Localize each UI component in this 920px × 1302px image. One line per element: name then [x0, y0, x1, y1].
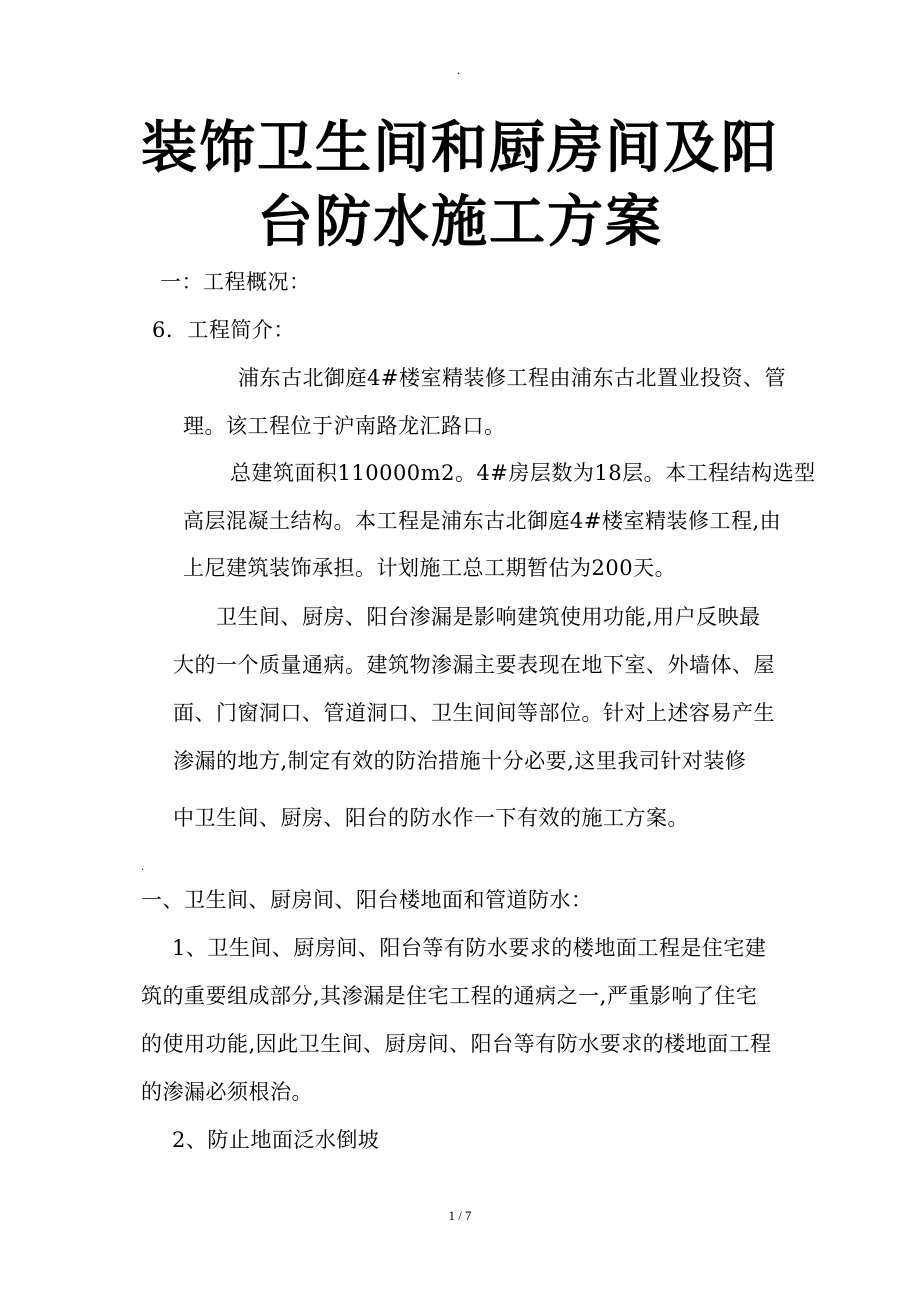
- section-heading-one: 一、卫生间、厨房间、阳台楼地面和管道防水：: [141, 888, 593, 912]
- paragraph-1-line-1: 浦东古北御庭4#楼室精装修工程由浦东古北置业投资、管: [238, 366, 786, 390]
- document-title-line-2: 台防水施工方案: [257, 189, 663, 255]
- paragraph-2-line-2: 高层混凝土结构。本工程是浦东古北御庭4#楼室精装修工程,由: [183, 509, 782, 533]
- item-1-line-3: 的使用功能,因此卫生间、厨房间、阳台等有防水要求的楼地面工程: [141, 1032, 772, 1056]
- item-1-line-1: 1、卫生间、厨房间、阳台等有防水要求的楼地面工程是住宅建: [172, 936, 767, 960]
- paragraph-2-line-1: 总建筑面积110000m2。4#房层数为18层。本工程结构选型: [230, 461, 816, 485]
- section-heading-overview: 一：工程概况：: [160, 270, 311, 294]
- top-dot: .: [457, 66, 461, 77]
- paragraph-3-line-3: 面、门窗洞口、管道洞口、卫生间间等部位。针对上述容易产生: [173, 701, 775, 725]
- paragraph-3-line-4: 渗漏的地方,制定有效的防治措施十分必要,这里我司针对装修: [173, 749, 747, 773]
- page-number: 1 / 7: [448, 1208, 472, 1223]
- paragraph-2-line-3: 上尼建筑装饰承担。计划施工总工期暂估为200天。: [183, 556, 677, 580]
- mid-dot: .: [141, 862, 145, 873]
- document-title-line-1: 装饰卫生间和厨房间及阳: [141, 115, 779, 181]
- paragraph-3-line-1: 卫生间、厨房、阳台渗漏是影响建筑使用功能,用户反映最: [216, 605, 761, 629]
- paragraph-3-line-2: 大的一个质量通病。建筑物渗漏主要表现在地下室、外墙体、屋: [173, 653, 775, 677]
- item-1-line-2: 筑的重要组成部分,其渗漏是住宅工程的通病之一,严重影响了住宅: [141, 984, 758, 1008]
- paragraph-1-line-2: 理。该工程位于沪南路龙汇路口。: [183, 414, 506, 438]
- subsection-heading-intro: 6．工程简介：: [152, 318, 295, 342]
- item-2-line-1: 2、防止地面泛水倒坡: [172, 1128, 380, 1152]
- paragraph-3-line-5: 中卫生间、厨房、阳台的防水作一下有效的施工方案。: [173, 806, 689, 830]
- item-1-line-4: 的渗漏必须根治。: [141, 1080, 313, 1104]
